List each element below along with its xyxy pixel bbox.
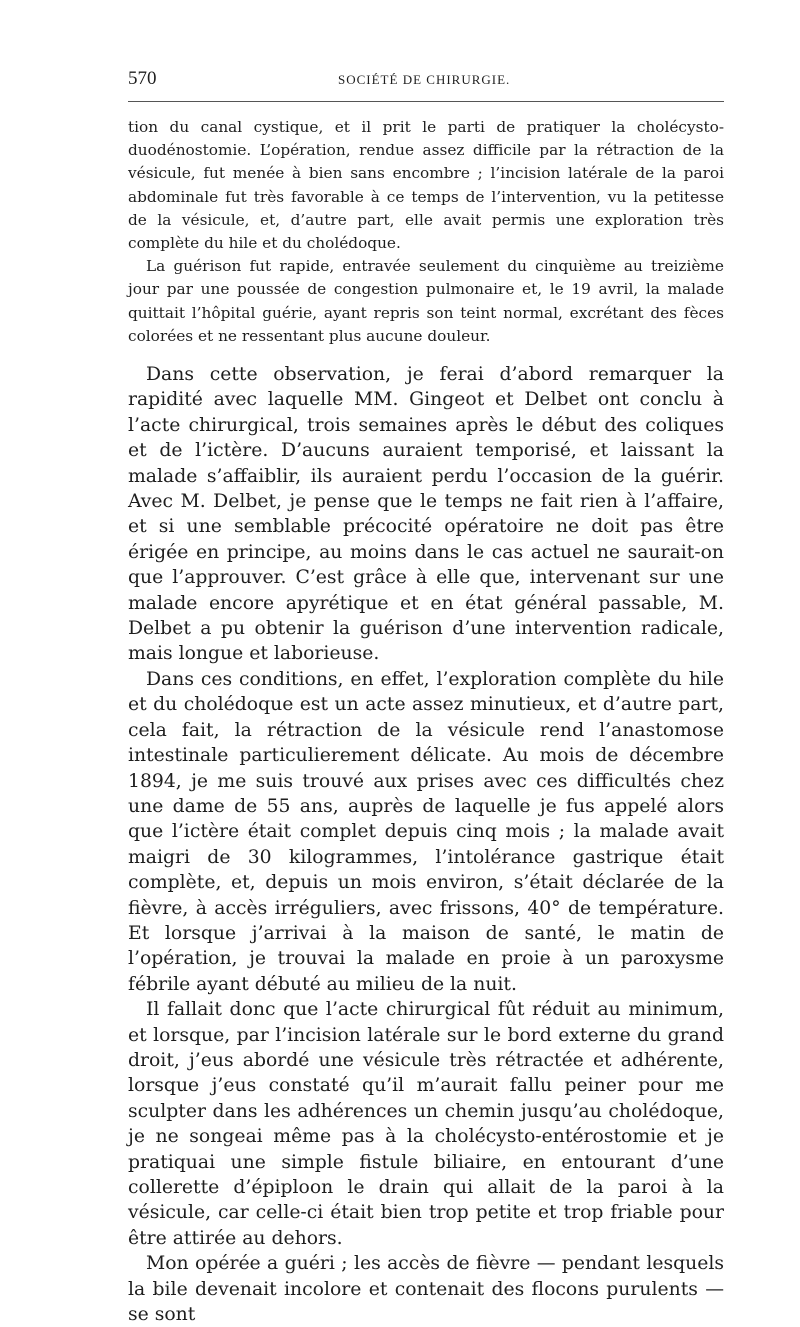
running-head [128,64,724,94]
commentary-text [128,362,724,1327]
document-page [128,64,724,1326]
main-paragraph: Dans ces conditions, en effet, l’exploration complète du hile et du cholédoque est un acte assez minutieux, et d’autre part, cela fait, la rétraction de la vésicule rend l’anastomose intestinale particulierement délicate. Au mois de décembre 1894, je me suis trouvé aux prises avec ces difficultés chez une dame de 55 ans, auprès de laquelle je fus appelé alors que l’ictère était complet depuis cinq mois ; la malade avait maigri de 30 kilogrammes, l’intolérance gastrique était complète, et, depuis un mois environ, s’était déclarée de la fièvre, à accès irréguliers, avec frissons, 40° de température. Et lorsque j’arrivai à la maison de santé, le matin de l’opération, je trouvai la malade en proie à un paroxysme fébrile ayant débuté au milieu de la nuit. [128,668,724,995]
observation-text [128,116,724,348]
small-paragraph: tion du canal cystique, et il prit le parti de pratiquer la cholécysto-duodénostomie. L’opération, rendue assez difficile par la rétraction de la vésicule, fut menée à bien sans encombre ; l’incision latérale de la paroi abdominale fut très favorable à ce temps de l’intervention, vu la petitesse de la vésicule, et, d’autre part, elle avait permis une exploration très complète du hile et du cholédoque. [128,118,724,253]
header-rule [128,101,724,102]
small-paragraph: La guérison fut rapide, entravée seulement du cinquième au treizième jour par une poussée de congestion pulmonaire et, le 19 avril, la malade quittait l’hôpital guérie, ayant repris son teint normal, excrétant des fèces colorées et ne ressentant plus aucune douleur. [128,257,724,345]
main-paragraph: Mon opérée a guéri ; les accès de fièvre — pendant lesquels la bile devenait incolore et contenait des flocons purulents — se sont [128,1253,724,1326]
main-paragraph: Dans cette observation, je ferai d’abord remarquer la rapidité avec laquelle MM. Gingeot et Delbet ont conclu à l’acte chirurgical, trois semaines après le début des coliques et de l’ictère. D’aucuns auraient temporisé, et laissant la malade s’affaiblir, ils auraient perdu l’occasion de la guérir. Avec M. Delbet, je pense que le temps ne fait rien à l’affaire, et si une semblable précocité opératoire ne doit pas être érigée en principe, au moins dans le cas actuel ne saurait-on que l’approuver. C’est grâce à elle que, intervenant sur une malade encore apyrétique et en état général passable, M. Delbet a pu obtenir la guérison d’une intervention radicale, mais longue et laborieuse. [128,364,724,665]
running-title: SOCIÉTÉ DE CHIRURGIE. [338,72,511,87]
page-number: 570 [128,68,157,89]
main-paragraph: Il fallait donc que l’acte chirurgical fût réduit au minimum, et lorsque, par l’incision latérale sur le bord externe du grand droit, j’eus abordé une vésicule très rétractée et adhérente, lorsque j’eus constaté qu’il m’aurait fallu peiner pour me sculpter dans les adhérences un chemin jusqu’au cholédoque, je ne songeai même pas à la cholécysto-entérostomie et je pratiquai une simple fistule biliaire, en entourant d’une collerette d’épiploon le drain qui allait de la paroi à la vésicule, car celle-ci était bien trop petite et trop friable pour être attirée au dehors. [128,999,724,1249]
